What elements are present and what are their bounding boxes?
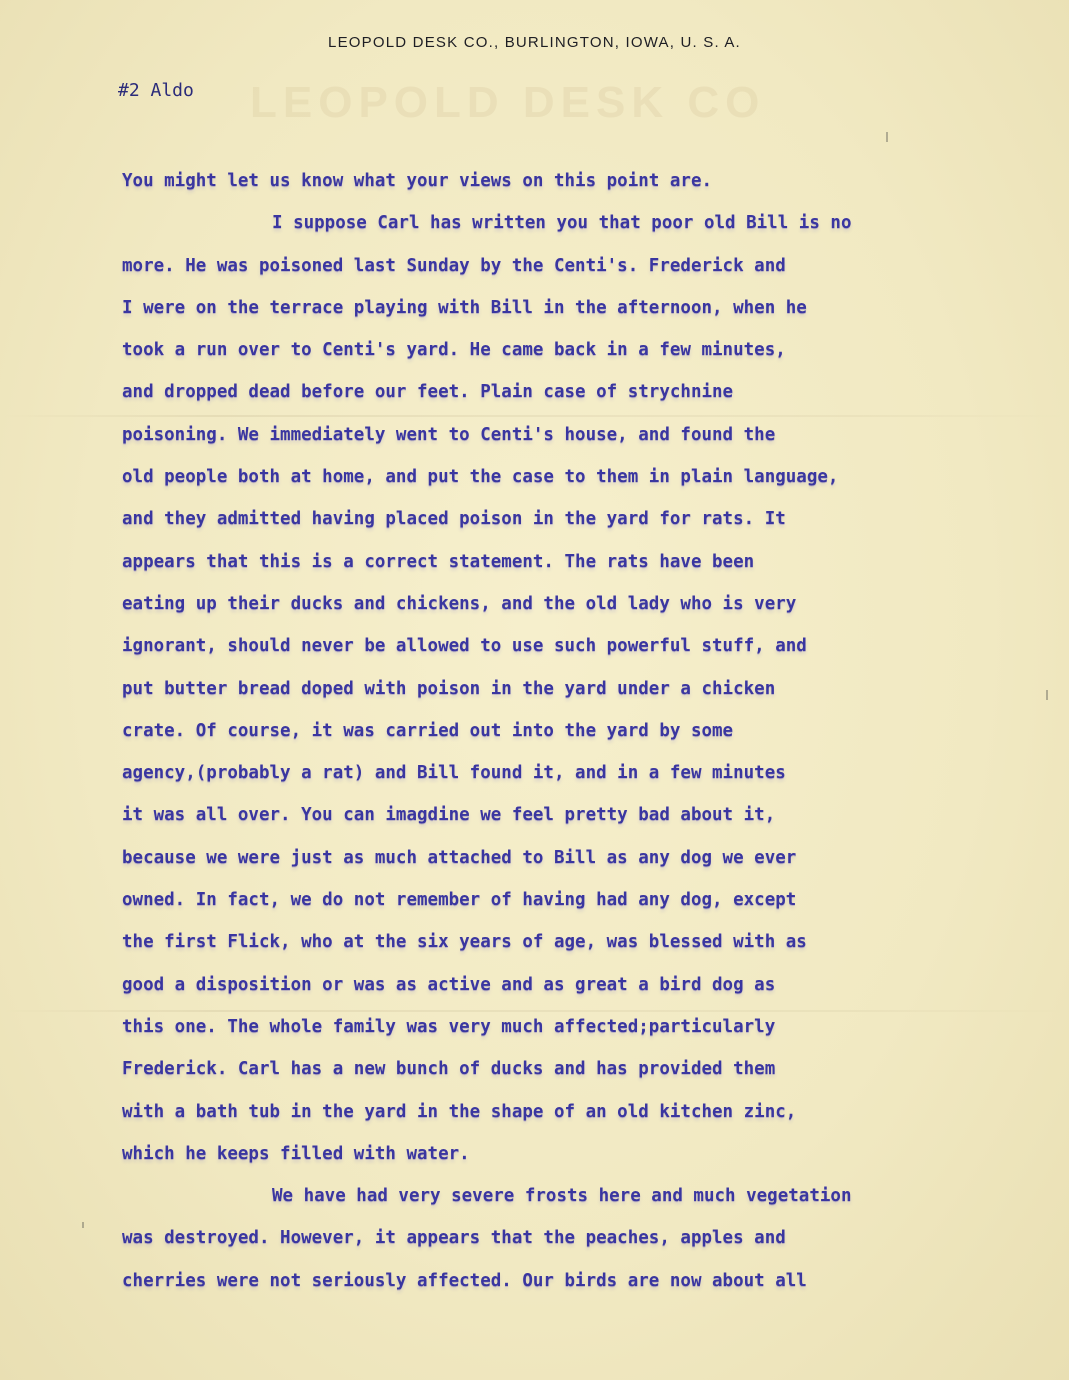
text-line: with a bath tub in the yard in the shape of an old kitchen zinc, xyxy=(122,1101,797,1122)
text-line: I were on the terrace playing with Bill in the afternoon, when he xyxy=(122,297,807,318)
text-line: Frederick. Carl has a new bunch of ducks and has provided them xyxy=(122,1059,776,1080)
text-line: crate. Of course, it was carried out into the yard by some xyxy=(122,720,734,741)
text-line: took a run over to Centi's yard. He came back in a few minutes, xyxy=(122,340,786,361)
text-line: old people both at home, and put the case to them in plain language, xyxy=(122,467,839,488)
text-line: and they admitted having placed poison in the yard for rats. It xyxy=(122,509,786,530)
text-line: was destroyed. However, it appears that the peaches, apples and xyxy=(122,1228,786,1249)
letterhead: LEOPOLD DESK CO., BURLINGTON, IOWA, U. S. A. xyxy=(328,34,741,51)
text-line: more. He was poisoned last Sunday by the Centi's. Frederick and xyxy=(122,255,786,276)
text-line: good a disposition or was as active and as great a bird dog as xyxy=(122,974,776,995)
paper-mark xyxy=(1046,690,1048,700)
text-line: this one. The whole family was very much affected;particularly xyxy=(122,1016,776,1037)
text-line: because we were just as much attached to Bill as any dog we ever xyxy=(122,847,797,868)
text-line: put butter bread doped with poison in the yard under a chicken xyxy=(122,678,776,699)
text-line: You might let us know what your views on this point are. xyxy=(122,171,713,191)
text-line: cherries were not seriously affected. Our birds are now about all xyxy=(122,1270,807,1291)
text-line: ignorant, should never be allowed to use such powerful stuff, and xyxy=(122,636,807,657)
paper-mark xyxy=(82,1222,84,1228)
text-line: agency,(probably a rat) and Bill found it, and in a few minutes xyxy=(122,763,786,784)
text-line: eating up their ducks and chickens, and the old lady who is very xyxy=(122,593,797,614)
text-line: the first Flick, who at the six years of age, was blessed with as xyxy=(122,932,807,953)
letter-body xyxy=(122,160,1002,1302)
text-line: owned. In fact, we do not remember of having had any dog, except xyxy=(122,890,797,911)
text-line: which he keeps filled with water. xyxy=(122,1143,470,1164)
text-line: poisoning. We immediately went to Centi's house, and found the xyxy=(122,424,776,445)
paper-mark xyxy=(886,132,888,142)
text-line: I suppose Carl has written you that poor old Bill is no xyxy=(272,213,852,234)
text-line: appears that this is a correct statement. The rats have been xyxy=(122,551,755,572)
text-line: and dropped dead before our feet. Plain case of strychnine xyxy=(122,382,734,403)
text-line: it was all over. You can imagdine we feel pretty bad about it, xyxy=(122,805,776,826)
page-reference: #2 Aldo xyxy=(118,80,194,101)
letterhead-bleed-through: LEOPOLD DESK CO xyxy=(250,78,766,127)
text-line: We have had very severe frosts here and much vegetation xyxy=(272,1186,852,1207)
